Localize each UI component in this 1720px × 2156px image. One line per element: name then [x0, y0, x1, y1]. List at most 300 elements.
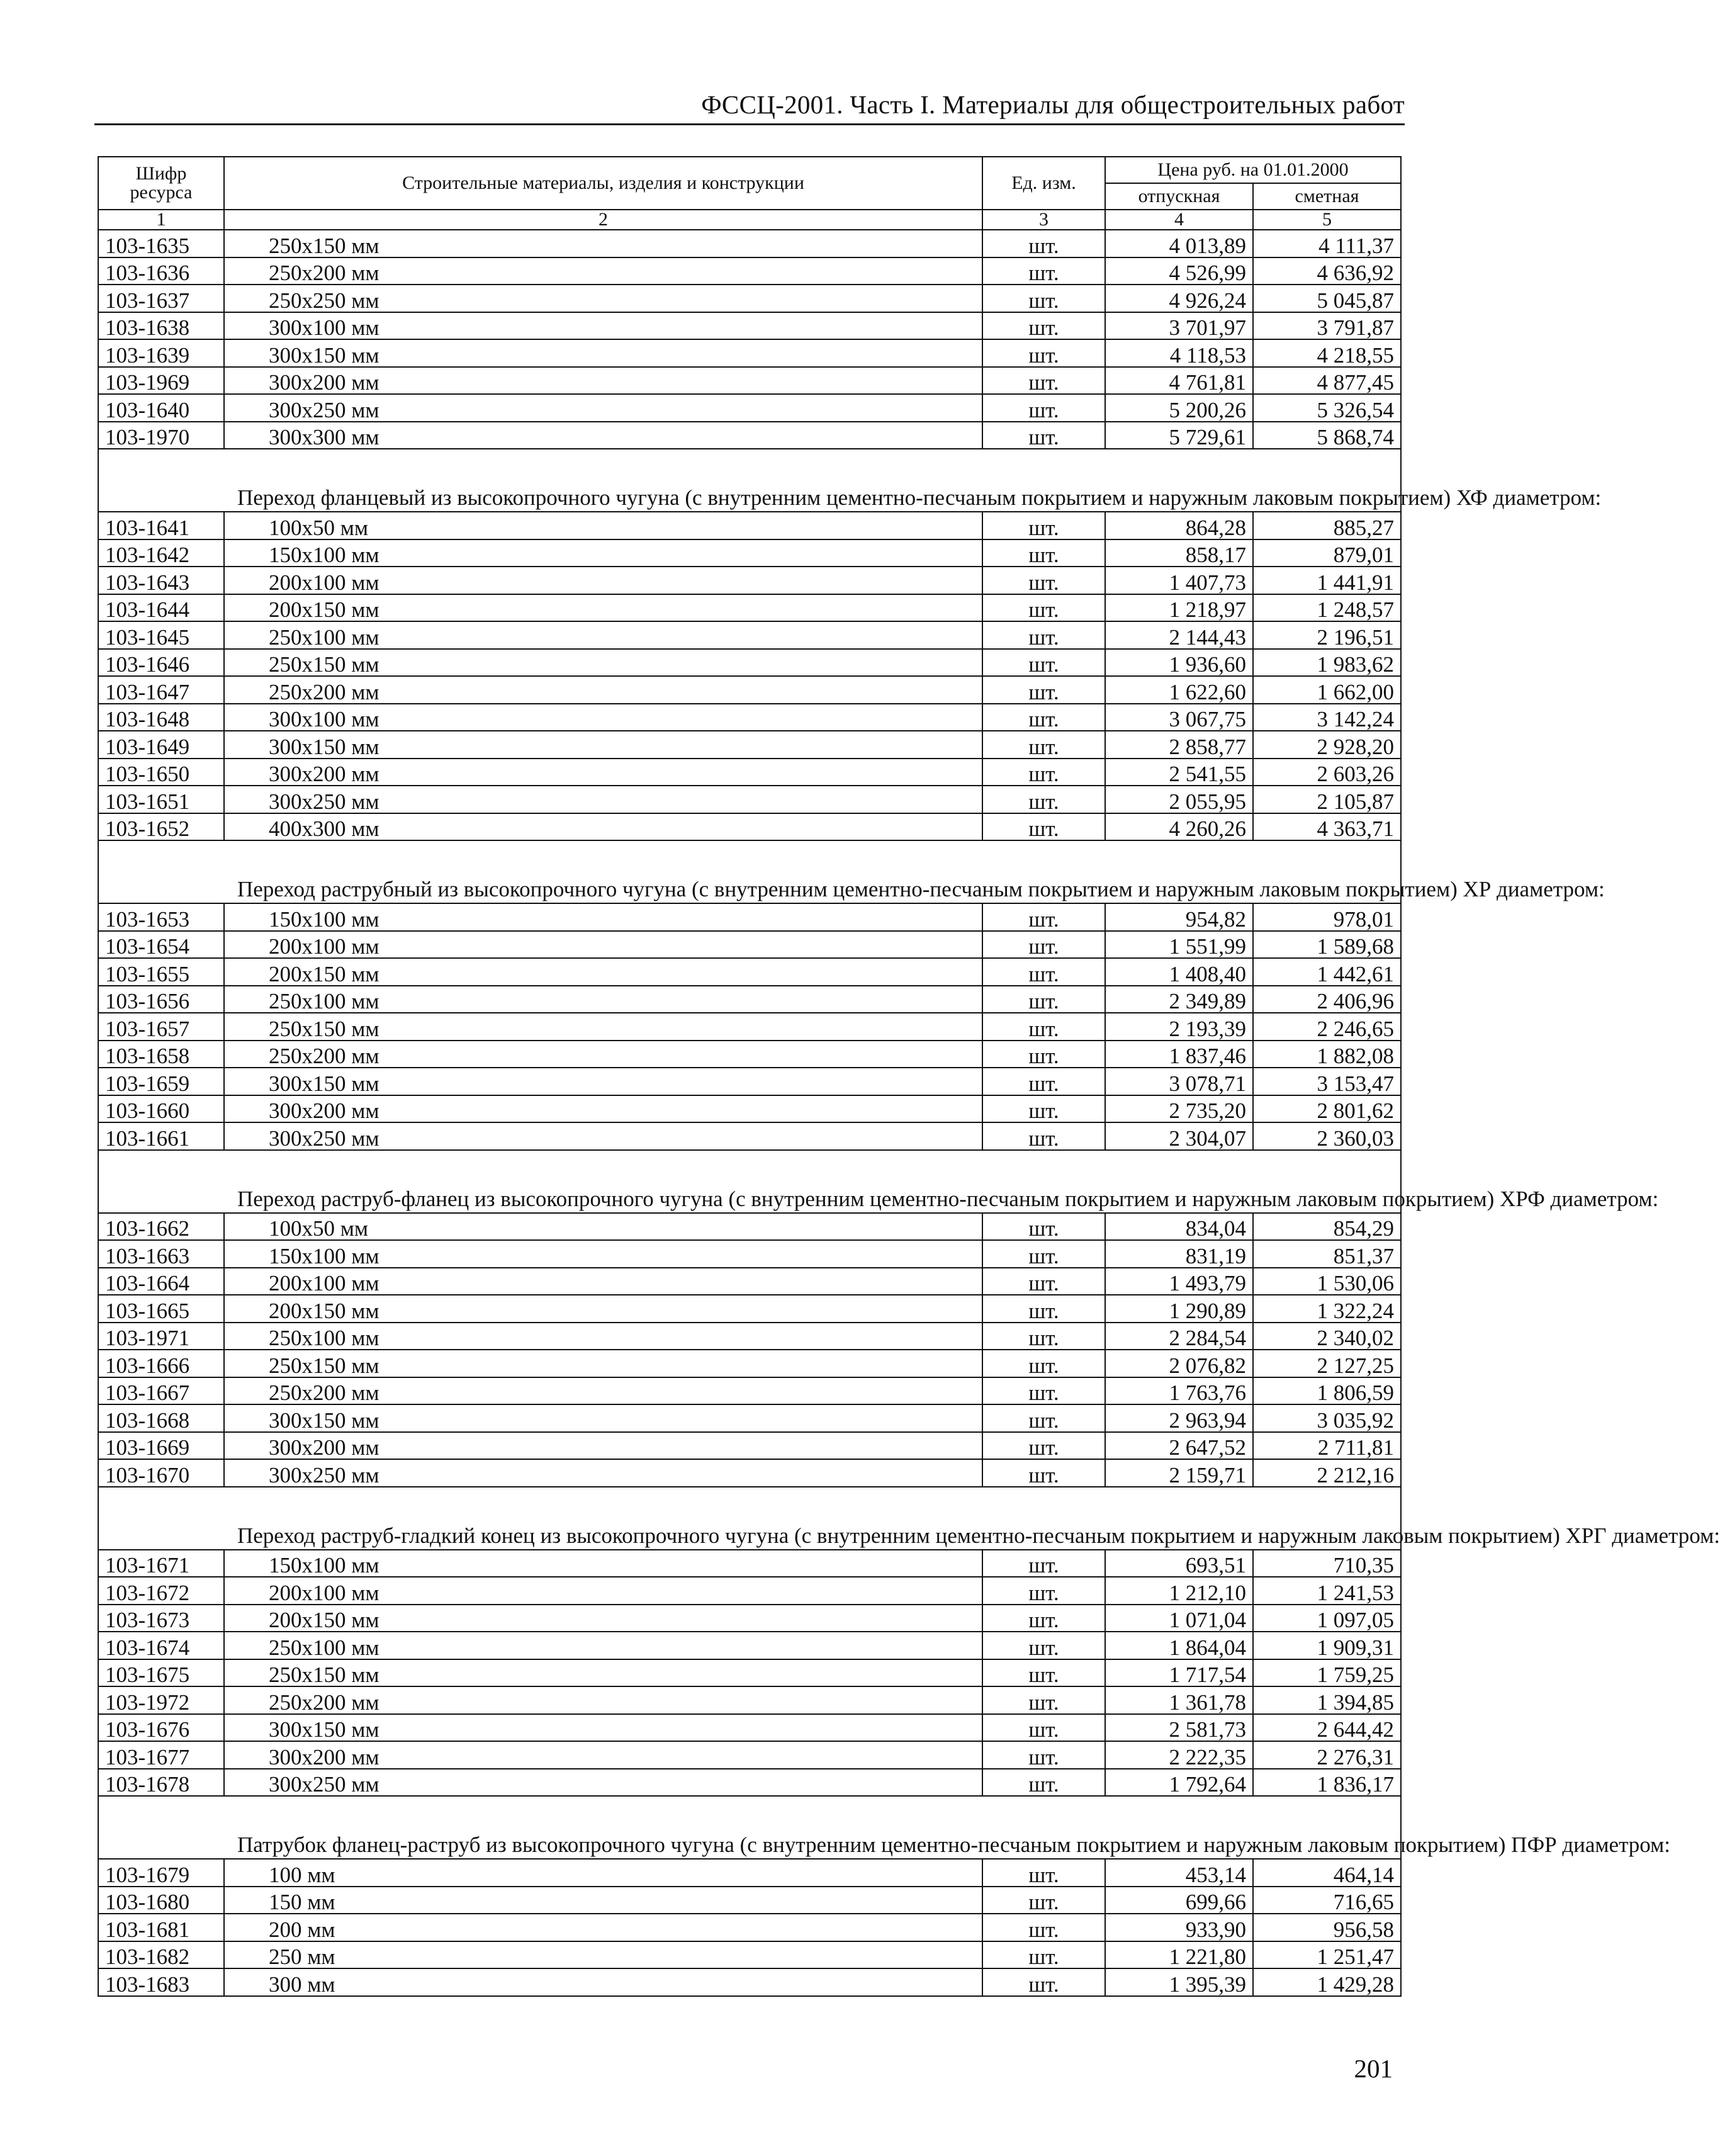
- resource-code: 103-1642: [98, 539, 224, 567]
- table-header-row: [98, 157, 1401, 183]
- unit-cell: шт.: [982, 257, 1105, 285]
- estimate-price: 2 105,87: [1253, 786, 1401, 813]
- resource-code: 103-1662: [98, 1213, 224, 1241]
- table-row: [98, 1013, 1401, 1041]
- unit-cell: шт.: [982, 986, 1105, 1013]
- header-price-group: Цена руб. на 01.01.2000: [1105, 157, 1401, 183]
- column-number: 3: [982, 210, 1105, 230]
- release-price: 1 792,64: [1105, 1769, 1253, 1797]
- release-price: 2 735,20: [1105, 1095, 1253, 1123]
- estimate-price: 3 791,87: [1253, 312, 1401, 340]
- table-row: [98, 594, 1401, 622]
- table-row: [98, 1068, 1401, 1095]
- unit-cell: шт.: [982, 1459, 1105, 1487]
- table-row: [98, 1323, 1401, 1350]
- table-row: [98, 1714, 1401, 1742]
- column-number: 5: [1253, 210, 1401, 230]
- estimate-price: 1 248,57: [1253, 594, 1401, 622]
- release-price: 858,17: [1105, 539, 1253, 567]
- unit-cell: шт.: [982, 1295, 1105, 1323]
- unit-cell: шт.: [982, 567, 1105, 594]
- table-row: [98, 1041, 1401, 1068]
- resource-code: 103-1654: [98, 931, 224, 959]
- estimate-price: 1 662,00: [1253, 676, 1401, 704]
- table-row: [98, 1240, 1401, 1268]
- table-row: [98, 786, 1401, 813]
- table-row: [98, 1659, 1401, 1687]
- item-name: 150x100 мм: [224, 1550, 982, 1577]
- resource-code: 103-1643: [98, 567, 224, 594]
- estimate-price: 2 340,02: [1253, 1323, 1401, 1350]
- release-price: 699,66: [1105, 1887, 1253, 1914]
- estimate-price: 2 127,25: [1253, 1350, 1401, 1377]
- unit-cell: шт.: [982, 230, 1105, 257]
- item-name: 300x250 мм: [224, 786, 982, 813]
- header-name: Строительные материалы, изделия и конструкции: [224, 157, 982, 210]
- table-row: [98, 1122, 1401, 1150]
- estimate-price: 4 218,55: [1253, 339, 1401, 367]
- estimate-price: 3 035,92: [1253, 1404, 1401, 1432]
- estimate-price: 2 246,65: [1253, 1013, 1401, 1041]
- release-price: 1 290,89: [1105, 1295, 1253, 1323]
- estimate-price: 1 394,85: [1253, 1686, 1401, 1714]
- resource-code: 103-1637: [98, 285, 224, 312]
- release-price: 2 581,73: [1105, 1714, 1253, 1742]
- unit-cell: шт.: [982, 731, 1105, 759]
- estimate-price: 978,01: [1253, 903, 1401, 931]
- item-name: 300x250 мм: [224, 1459, 982, 1487]
- release-price: 3 701,97: [1105, 312, 1253, 340]
- release-price: 3 078,71: [1105, 1068, 1253, 1095]
- table-row: [98, 1213, 1401, 1241]
- release-price: 2 144,43: [1105, 621, 1253, 649]
- table-row: [98, 1295, 1401, 1323]
- resource-code: 103-1971: [98, 1323, 224, 1350]
- estimate-price: 2 644,42: [1253, 1714, 1401, 1742]
- unit-cell: шт.: [982, 958, 1105, 986]
- unit-cell: шт.: [982, 422, 1105, 449]
- unit-cell: шт.: [982, 1659, 1105, 1687]
- table-row: [98, 704, 1401, 731]
- release-price: 2 193,39: [1105, 1013, 1253, 1041]
- estimate-price: 5 868,74: [1253, 422, 1401, 449]
- resource-code: 103-1640: [98, 394, 224, 422]
- estimate-price: 710,35: [1253, 1550, 1401, 1577]
- header-price-release: отпускная: [1105, 183, 1253, 210]
- item-name: 300x200 мм: [224, 1095, 982, 1123]
- release-price: 453,14: [1105, 1859, 1253, 1887]
- resource-code: 103-1663: [98, 1240, 224, 1268]
- release-price: 1 837,46: [1105, 1041, 1253, 1068]
- unit-cell: шт.: [982, 1859, 1105, 1887]
- resource-code: 103-1653: [98, 903, 224, 931]
- release-price: 4 526,99: [1105, 257, 1253, 285]
- item-name: 250x100 мм: [224, 986, 982, 1013]
- resource-code: 103-1638: [98, 312, 224, 340]
- estimate-price: 5 045,87: [1253, 285, 1401, 312]
- estimate-price: 5 326,54: [1253, 394, 1401, 422]
- estimate-price: 1 882,08: [1253, 1041, 1401, 1068]
- item-name: 200x100 мм: [224, 931, 982, 959]
- release-price: 4 926,24: [1105, 285, 1253, 312]
- estimate-price: 2 276,31: [1253, 1741, 1401, 1769]
- unit-cell: шт.: [982, 339, 1105, 367]
- resource-code: 103-1645: [98, 621, 224, 649]
- item-name: 250x150 мм: [224, 230, 982, 257]
- unit-cell: шт.: [982, 512, 1105, 539]
- resource-code: 103-1661: [98, 1122, 224, 1150]
- item-name: 250 мм: [224, 1941, 982, 1969]
- release-price: 2 304,07: [1105, 1122, 1253, 1150]
- release-price: 2 284,54: [1105, 1323, 1253, 1350]
- item-name: 300x150 мм: [224, 1404, 982, 1432]
- item-name: 250x200 мм: [224, 257, 982, 285]
- table-row: [98, 1741, 1401, 1769]
- unit-cell: шт.: [982, 1041, 1105, 1068]
- unit-cell: шт.: [982, 1577, 1105, 1605]
- table-row: [98, 1459, 1401, 1487]
- item-name: 250x100 мм: [224, 1632, 982, 1659]
- unit-cell: шт.: [982, 312, 1105, 340]
- table-row: [98, 339, 1401, 367]
- item-name: 300x200 мм: [224, 1741, 982, 1769]
- estimate-price: 879,01: [1253, 539, 1401, 567]
- item-name: 100 мм: [224, 1859, 982, 1887]
- item-name: 100x50 мм: [224, 1213, 982, 1241]
- estimate-price: 1 909,31: [1253, 1632, 1401, 1659]
- table-row: [98, 1432, 1401, 1460]
- release-price: 834,04: [1105, 1213, 1253, 1241]
- estimate-price: 2 212,16: [1253, 1459, 1401, 1487]
- resource-code: 103-1969: [98, 367, 224, 395]
- table-row: [98, 367, 1401, 395]
- estimate-price: 1 097,05: [1253, 1605, 1401, 1632]
- unit-cell: шт.: [982, 1968, 1105, 1996]
- item-name: 300 мм: [224, 1968, 982, 1996]
- unit-cell: шт.: [982, 1268, 1105, 1295]
- table-row: [98, 1404, 1401, 1432]
- release-price: 1 212,10: [1105, 1577, 1253, 1605]
- table-row: [98, 1095, 1401, 1123]
- item-name: 250x200 мм: [224, 1686, 982, 1714]
- item-name: 300x300 мм: [224, 422, 982, 449]
- resource-code: 103-1667: [98, 1377, 224, 1405]
- table-row: [98, 1605, 1401, 1632]
- release-price: 3 067,75: [1105, 704, 1253, 731]
- resource-code: 103-1656: [98, 986, 224, 1013]
- resource-code: 103-1678: [98, 1769, 224, 1797]
- resource-code: 103-1657: [98, 1013, 224, 1041]
- release-price: 2 963,94: [1105, 1404, 1253, 1432]
- unit-cell: шт.: [982, 1605, 1105, 1632]
- table-row: [98, 1377, 1401, 1405]
- resource-code: 103-1658: [98, 1041, 224, 1068]
- release-price: 2 076,82: [1105, 1350, 1253, 1377]
- table-row: [98, 394, 1401, 422]
- estimate-price: 2 360,03: [1253, 1122, 1401, 1150]
- release-price: 2 647,52: [1105, 1432, 1253, 1460]
- unit-cell: шт.: [982, 813, 1105, 841]
- table-row: [98, 257, 1401, 285]
- estimate-price: 4 363,71: [1253, 813, 1401, 841]
- resource-code: 103-1664: [98, 1268, 224, 1295]
- release-price: 1 551,99: [1105, 931, 1253, 959]
- resource-code: 103-1672: [98, 1577, 224, 1605]
- item-name: 150x100 мм: [224, 903, 982, 931]
- resource-code: 103-1680: [98, 1887, 224, 1914]
- estimate-price: 4 636,92: [1253, 257, 1401, 285]
- item-name: 300x100 мм: [224, 312, 982, 340]
- section-heading: Переход раструб-гладкий конец из высокопрочного чугуна (с внутренним цементно-песчаным покрытием и наружным лаковым покрытием) ХРГ диаметром:: [98, 1487, 1401, 1550]
- table-row: [98, 1268, 1401, 1295]
- item-name: 200x100 мм: [224, 1268, 982, 1295]
- resource-code: 103-1651: [98, 786, 224, 813]
- estimate-price: 2 928,20: [1253, 731, 1401, 759]
- unit-cell: шт.: [982, 1769, 1105, 1797]
- item-name: 300x250 мм: [224, 1122, 982, 1150]
- unit-cell: шт.: [982, 1632, 1105, 1659]
- estimate-price: 4 111,37: [1253, 230, 1401, 257]
- release-price: 831,19: [1105, 1240, 1253, 1268]
- resource-code: 103-1655: [98, 958, 224, 986]
- price-table-body: [98, 157, 1720, 1997]
- estimate-price: 1 983,62: [1253, 649, 1401, 677]
- release-price: 2 055,95: [1105, 786, 1253, 813]
- table-row: [98, 422, 1401, 449]
- unit-cell: шт.: [982, 1122, 1105, 1150]
- table-row: [98, 986, 1401, 1013]
- release-price: 1 936,60: [1105, 649, 1253, 677]
- section-heading-row: [98, 1487, 1401, 1550]
- estimate-price: 1 759,25: [1253, 1659, 1401, 1687]
- table-row: [98, 676, 1401, 704]
- item-name: 300x100 мм: [224, 704, 982, 731]
- section-heading-row: [98, 1796, 1401, 1859]
- unit-cell: шт.: [982, 1095, 1105, 1123]
- item-name: 300x150 мм: [224, 1714, 982, 1742]
- unit-cell: шт.: [982, 1068, 1105, 1095]
- release-price: 4 761,81: [1105, 367, 1253, 395]
- unit-cell: шт.: [982, 1887, 1105, 1914]
- item-name: 150x100 мм: [224, 539, 982, 567]
- unit-cell: шт.: [982, 1550, 1105, 1577]
- table-column-numbers-row: [98, 210, 1401, 230]
- release-price: 1 763,76: [1105, 1377, 1253, 1405]
- unit-cell: шт.: [982, 786, 1105, 813]
- unit-cell: шт.: [982, 759, 1105, 786]
- table-row: [98, 813, 1401, 841]
- resource-code: 103-1669: [98, 1432, 224, 1460]
- page-header: [94, 87, 1405, 125]
- item-name: 150 мм: [224, 1887, 982, 1914]
- estimate-price: 1 322,24: [1253, 1295, 1401, 1323]
- table-row: [98, 1968, 1401, 1996]
- item-name: 300x200 мм: [224, 759, 982, 786]
- release-price: 2 349,89: [1105, 986, 1253, 1013]
- resource-code: 103-1636: [98, 257, 224, 285]
- estimate-price: 2 196,51: [1253, 621, 1401, 649]
- resource-code: 103-1647: [98, 676, 224, 704]
- item-name: 250x150 мм: [224, 1013, 982, 1041]
- unit-cell: шт.: [982, 676, 1105, 704]
- resource-code: 103-1972: [98, 1686, 224, 1714]
- unit-cell: шт.: [982, 1404, 1105, 1432]
- table-row: [98, 621, 1401, 649]
- release-price: 693,51: [1105, 1550, 1253, 1577]
- item-name: 100x50 мм: [224, 512, 982, 539]
- column-number: 4: [1105, 210, 1253, 230]
- item-name: 300x250 мм: [224, 394, 982, 422]
- item-name: 300x250 мм: [224, 1769, 982, 1797]
- unit-cell: шт.: [982, 285, 1105, 312]
- resource-code: 103-1666: [98, 1350, 224, 1377]
- estimate-price: 854,29: [1253, 1213, 1401, 1241]
- page-header-title: ФССЦ-2001. Часть I. Материалы для общестроительных работ: [701, 90, 1405, 119]
- release-price: 4 013,89: [1105, 230, 1253, 257]
- estimate-price: 716,65: [1253, 1887, 1401, 1914]
- resource-code: 103-1639: [98, 339, 224, 367]
- resource-code: 103-1970: [98, 422, 224, 449]
- table-row: [98, 1550, 1401, 1577]
- release-price: 2 222,35: [1105, 1741, 1253, 1769]
- estimate-price: 2 801,62: [1253, 1095, 1401, 1123]
- release-price: 1 221,80: [1105, 1941, 1253, 1969]
- release-price: 2 159,71: [1105, 1459, 1253, 1487]
- item-name: 250x250 мм: [224, 285, 982, 312]
- item-name: 250x200 мм: [224, 1041, 982, 1068]
- unit-cell: шт.: [982, 903, 1105, 931]
- release-price: 1 071,04: [1105, 1605, 1253, 1632]
- resource-code: 103-1682: [98, 1941, 224, 1969]
- unit-cell: шт.: [982, 1741, 1105, 1769]
- resource-code: 103-1659: [98, 1068, 224, 1095]
- release-price: 1 717,54: [1105, 1659, 1253, 1687]
- unit-cell: шт.: [982, 1350, 1105, 1377]
- header-unit: Ед. изм.: [982, 157, 1105, 210]
- release-price: 1 218,97: [1105, 594, 1253, 622]
- table-row: [98, 759, 1401, 786]
- table-row: [98, 931, 1401, 959]
- release-price: 5 729,61: [1105, 422, 1253, 449]
- resource-code: 103-1673: [98, 1605, 224, 1632]
- item-name: 250x100 мм: [224, 621, 982, 649]
- resource-code: 103-1676: [98, 1714, 224, 1742]
- item-name: 200x150 мм: [224, 1605, 982, 1632]
- estimate-price: 1 836,17: [1253, 1769, 1401, 1797]
- item-name: 200x150 мм: [224, 958, 982, 986]
- resource-code: 103-1665: [98, 1295, 224, 1323]
- estimate-price: 1 589,68: [1253, 931, 1401, 959]
- unit-cell: шт.: [982, 621, 1105, 649]
- column-number: 1: [98, 210, 224, 230]
- estimate-price: 1 251,47: [1253, 1941, 1401, 1969]
- resource-code: 103-1683: [98, 1968, 224, 1996]
- release-price: 2 541,55: [1105, 759, 1253, 786]
- table-row: [98, 649, 1401, 677]
- estimate-price: 3 142,24: [1253, 704, 1401, 731]
- header-price-estimate: сметная: [1253, 183, 1401, 210]
- resource-code: 103-1635: [98, 230, 224, 257]
- item-name: 250x100 мм: [224, 1323, 982, 1350]
- item-name: 400x300 мм: [224, 813, 982, 841]
- item-name: 300x150 мм: [224, 731, 982, 759]
- estimate-price: 1 806,59: [1253, 1377, 1401, 1405]
- item-name: 200 мм: [224, 1914, 982, 1941]
- table-row: [98, 1914, 1401, 1941]
- section-heading-row: [98, 840, 1401, 903]
- section-heading: Патрубок фланец-раструб из высокопрочного чугуна (с внутренним цементно-песчаным покрытием и наружным лаковым покрытием) ПФР диаметром:: [98, 1796, 1401, 1859]
- estimate-price: 2 406,96: [1253, 986, 1401, 1013]
- release-price: 1 408,40: [1105, 958, 1253, 986]
- unit-cell: шт.: [982, 931, 1105, 959]
- resource-code: 103-1652: [98, 813, 224, 841]
- table-row: [98, 1859, 1401, 1887]
- item-name: 300x200 мм: [224, 1432, 982, 1460]
- unit-cell: шт.: [982, 1686, 1105, 1714]
- resource-code: 103-1641: [98, 512, 224, 539]
- release-price: 864,28: [1105, 512, 1253, 539]
- item-name: 250x200 мм: [224, 1377, 982, 1405]
- table-row: [98, 1941, 1401, 1969]
- section-heading-row: [98, 1150, 1401, 1213]
- unit-cell: шт.: [982, 1013, 1105, 1041]
- unit-cell: шт.: [982, 1432, 1105, 1460]
- section-heading-row: [98, 449, 1401, 512]
- unit-cell: шт.: [982, 1914, 1105, 1941]
- unit-cell: шт.: [982, 539, 1105, 567]
- release-price: 4 260,26: [1105, 813, 1253, 841]
- release-price: 4 118,53: [1105, 339, 1253, 367]
- estimate-price: 3 153,47: [1253, 1068, 1401, 1095]
- estimate-price: 885,27: [1253, 512, 1401, 539]
- column-number: 2: [224, 210, 982, 230]
- release-price: 1 864,04: [1105, 1632, 1253, 1659]
- table-row: [98, 285, 1401, 312]
- resource-code: 103-1650: [98, 759, 224, 786]
- resource-code: 103-1675: [98, 1659, 224, 1687]
- resource-code: 103-1668: [98, 1404, 224, 1432]
- item-name: 200x100 мм: [224, 1577, 982, 1605]
- release-price: 1 407,73: [1105, 567, 1253, 594]
- table-row: [98, 903, 1401, 931]
- estimate-price: 1 442,61: [1253, 958, 1401, 986]
- estimate-price: 2 603,26: [1253, 759, 1401, 786]
- table-row: [98, 312, 1401, 340]
- table-row: [98, 731, 1401, 759]
- unit-cell: шт.: [982, 1213, 1105, 1241]
- resource-code: 103-1648: [98, 704, 224, 731]
- resource-code: 103-1646: [98, 649, 224, 677]
- table-row: [98, 512, 1401, 539]
- item-name: 250x150 мм: [224, 649, 982, 677]
- resource-code: 103-1679: [98, 1859, 224, 1887]
- unit-cell: шт.: [982, 394, 1105, 422]
- estimate-price: 464,14: [1253, 1859, 1401, 1887]
- estimate-price: 1 241,53: [1253, 1577, 1401, 1605]
- item-name: 200x150 мм: [224, 1295, 982, 1323]
- resource-code: 103-1681: [98, 1914, 224, 1941]
- table-row: [98, 1887, 1401, 1914]
- estimate-price: 851,37: [1253, 1240, 1401, 1268]
- page-number: 201: [1354, 2054, 1393, 2083]
- table-row: [98, 539, 1401, 567]
- unit-cell: шт.: [982, 594, 1105, 622]
- table-row: [98, 958, 1401, 986]
- section-heading: Переход раструбный из высокопрочного чугуна (с внутренним цементно-песчаным покрытием и наружным лаковым покрытием) ХР диаметром:: [98, 840, 1401, 903]
- resource-code: 103-1670: [98, 1459, 224, 1487]
- table-row: [98, 567, 1401, 594]
- item-name: 250x150 мм: [224, 1659, 982, 1687]
